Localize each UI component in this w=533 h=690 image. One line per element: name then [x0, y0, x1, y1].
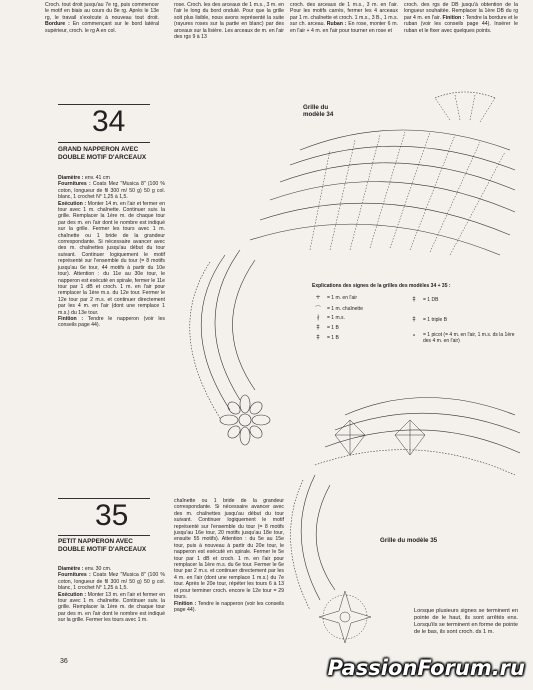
- chart-34-flower: [220, 395, 270, 445]
- legend-label: = 1 m.s.: [327, 314, 345, 321]
- legend-label: = 1 picot (= 4 m. en l'air, 1 m.s. ds la 1ère des 4 m. en l'air): [423, 332, 515, 344]
- model-35-title: [58, 538, 178, 553]
- finition-label: Finition :: [442, 14, 465, 21]
- legend-left-row: [312, 334, 339, 341]
- model-35-number: 35: [95, 499, 129, 532]
- model-34-title-line1: GRAND NAPPERON AVEC: [58, 146, 139, 153]
- rule-35-bottom: [58, 535, 150, 536]
- grille-34-line1: Grille du: [303, 104, 329, 111]
- legend-left: [312, 294, 412, 354]
- chart-34-left-arc: [190, 250, 255, 418]
- finition-text: Tendre la bordure et le ruban (voir les conseils page 44). Insérer le ruban et le fixer avec quelques points.: [404, 14, 518, 34]
- legend-symbol-icon: ‡: [412, 296, 416, 303]
- top-col4-text: croch. des rgs de DB jusqu'à obtention de la longueur souhaitée. Remplacer la 1ère DB du rg par 4 m. en l'air.: [404, 2, 518, 21]
- top-column-1: [45, 2, 159, 34]
- m35-fin-text: Tendre le napperon (voir les conseils page 44).: [174, 600, 284, 613]
- m34-fin-label: Finition :: [58, 315, 84, 322]
- chart-35-fan: [315, 398, 520, 476]
- legend-label: = 1 DB: [423, 296, 439, 303]
- chart-34-outer-fan: [250, 130, 515, 255]
- legend-right-row: [408, 316, 447, 323]
- top-column-3: [290, 2, 398, 34]
- top-column-4: [404, 2, 518, 34]
- grille-34-line2: modèle 34: [303, 111, 334, 119]
- legend-label: = 1 m. en l'air: [327, 294, 357, 301]
- m35-fourn-label: Fournitures :: [58, 572, 91, 579]
- m34-fourn-text: Coats Mez "Musica 8" (100 % coton, longueur de fil 300 m/ 50 g) 50 g col. blanc, 1 crochet N° 1,25 à 1,5.: [58, 181, 165, 201]
- legend-left-row: [312, 294, 357, 301]
- chart-34-top-fan: [435, 92, 495, 122]
- m35-col2-text: chaînette ou 1 bride de la grandeur correspondante. Si nécessaire avancer avec des m. chaînettes jusqu'au début du tour suivant. Continuer logiquement le motif représenté sur l'ensemble du tour (= 8 motifs jusqu'au 16e tour, 20 motifs jusqu'au 18e tour, ensuite 55 motifs). Attention : du 5e au 15e tour, puis à nouveau à partir du 20e tour, le napperon est exécuté en spirale. Fermer le 5e tour par 1 dB et croch. 1 m. en l'air pour remplacer la 1ère m.s. du 6e tour. Fermer le 6e tour par 2 m.s. et continuer directement par les 4 m. en l'air (dont une remplace 1 m.s.) du 7e tour. Après le 20e tour, répéter les tours 6 à 13 et pour terminer croch. encore le 12e tour = 29 tours.: [174, 498, 284, 601]
- m34-diametre-text: env. 41 cm: [83, 175, 110, 181]
- legend-left-row: [312, 314, 345, 321]
- model-34-title-line2: DOUBLE MOTIF D'ARCEAUX: [58, 153, 147, 161]
- m35-exec-text: Monter 13 m. en l'air et fermer en tour avec 1 m. chaînette. Continuer suiv. la grille. Remplacer la 1ère m. de chaque tour par des m. en l'air dont le nombre est indiqué sur la grille. Fermer les tours avec 1 m.: [58, 591, 165, 624]
- legend-symbol-icon: ‡: [316, 334, 320, 341]
- m34-exec-text: Monter 14 m. en l'air et fermer en tour avec 1 m. chaînette. Continuer suiv. la grille. Remplacer la 1ère m. de chaque tour par des m. en l'air dont le nombre est indiqué sur la grille. Fermer les tours avec 1 m. chaînette ou 1 bride de la grandeur correspondante. Si nécessaire avancer avec des m. chaînettes jusqu'au début du tour suivant. Continuer logiquement le motif représenté sur l'ensemble du tour (= 8 motifs jusqu'au 6e tour, 44 motifs à partir du 10e tour). Attention : du 11e au 30e tour, le napperon est exécuté en spirale, fermer le 11e tour par 1 dB et croch. 1 m. en l'air pour remplacer la 1ère m.s. du 12e tour. Fermer le 12e tour par 2 m.s. et continuer directement par les 4 m. en l'air (dont une remplace 1 m.s.) du 13e tour.: [58, 200, 165, 316]
- m35-fin-label: Finition :: [174, 600, 197, 607]
- top-col3-text: croch. des arceaux de 1 m.s., 3 m. en l'air. Pour les motifs carrés, fermer les 4 arceaux par 1 m. chaînette et croch. 1 m.s., 3 B., 1 m.s. sur ch. arceau.: [290, 2, 398, 28]
- model-35-title-line2: DOUBLE MOTIF D'ARCEAUX: [58, 545, 147, 553]
- m35-diametre-label: Diamètre :: [58, 566, 84, 572]
- legend-label: = 1 triple B: [423, 316, 448, 323]
- m34-fourn-label: Fournitures :: [58, 181, 91, 188]
- legend-label: = 1 B: [327, 324, 339, 331]
- model-35-note: Lorsque plusieurs signes se terminent en pointe de le haut, ils sont arrêtés ens. Lorsqu'ils se terminent en forme de pointe de le bas, ils sont croch. ds 1 m.: [414, 608, 518, 635]
- model-34-instructions: [58, 175, 165, 329]
- bordure-label: Bordure :: [45, 21, 70, 28]
- legend-symbol-icon: ∤: [316, 314, 320, 321]
- top-col2-text: rose. Croch. les des arceaux de 1 m.s., 3 m. en l'air le long du bord ondulé. Pour que la grille soit plus lisible, nous avons représenté la suite (rayures roses sur la partie en blanc) par des arceaux sur la lisière. Les arceaux de m. en l'air des rgs 9 à 13: [174, 2, 284, 41]
- model-35-instructions: [58, 566, 165, 624]
- top-column-2: [174, 2, 284, 40]
- model-34-title: [58, 146, 178, 161]
- model-35-column-2: [174, 498, 284, 613]
- m35-diametre-text: env. 30 cm.: [83, 566, 112, 572]
- legend-left-row: [312, 324, 339, 331]
- chart-35-star: [319, 591, 371, 643]
- legend-right-row: [408, 296, 438, 303]
- top-col1-intro: Croch. tout droit jusqu'au 7e rg, puis commencer le motif en biais au cours du 8e rg. Après le 13e rg, le travail s'exécute à nouveau tout droit.: [45, 2, 159, 21]
- chart-34-fan-spokes: [310, 132, 505, 255]
- m35-fourn-text: Coats Mez "Musica 8" (100 % coton, longueur de fil 300 m/ 50 g) 50 g col. blanc, 1 crochet N° 1,25 à 1,5.: [58, 572, 165, 592]
- model-34-number: 34: [92, 105, 126, 138]
- page-number: 36: [60, 658, 68, 665]
- legend-symbol-icon: ‡: [412, 316, 416, 323]
- legend-left-row: [312, 304, 363, 313]
- legend-symbol-icon: +: [315, 294, 321, 301]
- bordure-text: En commençant sur le bord latéral supérieur, croch. le rg A en col.: [45, 21, 160, 34]
- legend-title: Explications des signes de la grilles des modèles 34 + 35 :: [312, 283, 451, 289]
- legend-right-row: [408, 332, 522, 344]
- m35-exec-label: Exécution :: [58, 591, 87, 598]
- legend-label: = 1 B: [327, 334, 339, 341]
- grille-35-caption: Grille du modèle 35: [380, 537, 438, 544]
- rule-34-bottom: [58, 142, 150, 143]
- legend-symbol-icon: ∘: [412, 332, 416, 339]
- m34-diametre-label: Diamètre :: [58, 175, 84, 181]
- ruban-label: Ruban :: [326, 21, 347, 28]
- watermark: PassionForum.ru: [327, 656, 525, 680]
- ruban-text: En rose, monter 6 m. en l'air + 4 m. en l'air pour tourner en rose et: [290, 21, 398, 34]
- model-35-title-line1: PETIT NAPPERON AVEC: [58, 538, 133, 545]
- m34-exec-label: Exécution :: [58, 200, 87, 207]
- legend-right: [408, 296, 526, 366]
- legend-symbol-icon: ‡: [316, 324, 320, 331]
- chart-35-left-arc: [291, 475, 335, 610]
- legend-label: = 1 m. chaînette: [327, 305, 363, 312]
- m34-fin-text: Tendre le napperon (voir les conseils page 44).: [58, 315, 165, 329]
- legend-symbol-icon: ⌒: [314, 306, 321, 313]
